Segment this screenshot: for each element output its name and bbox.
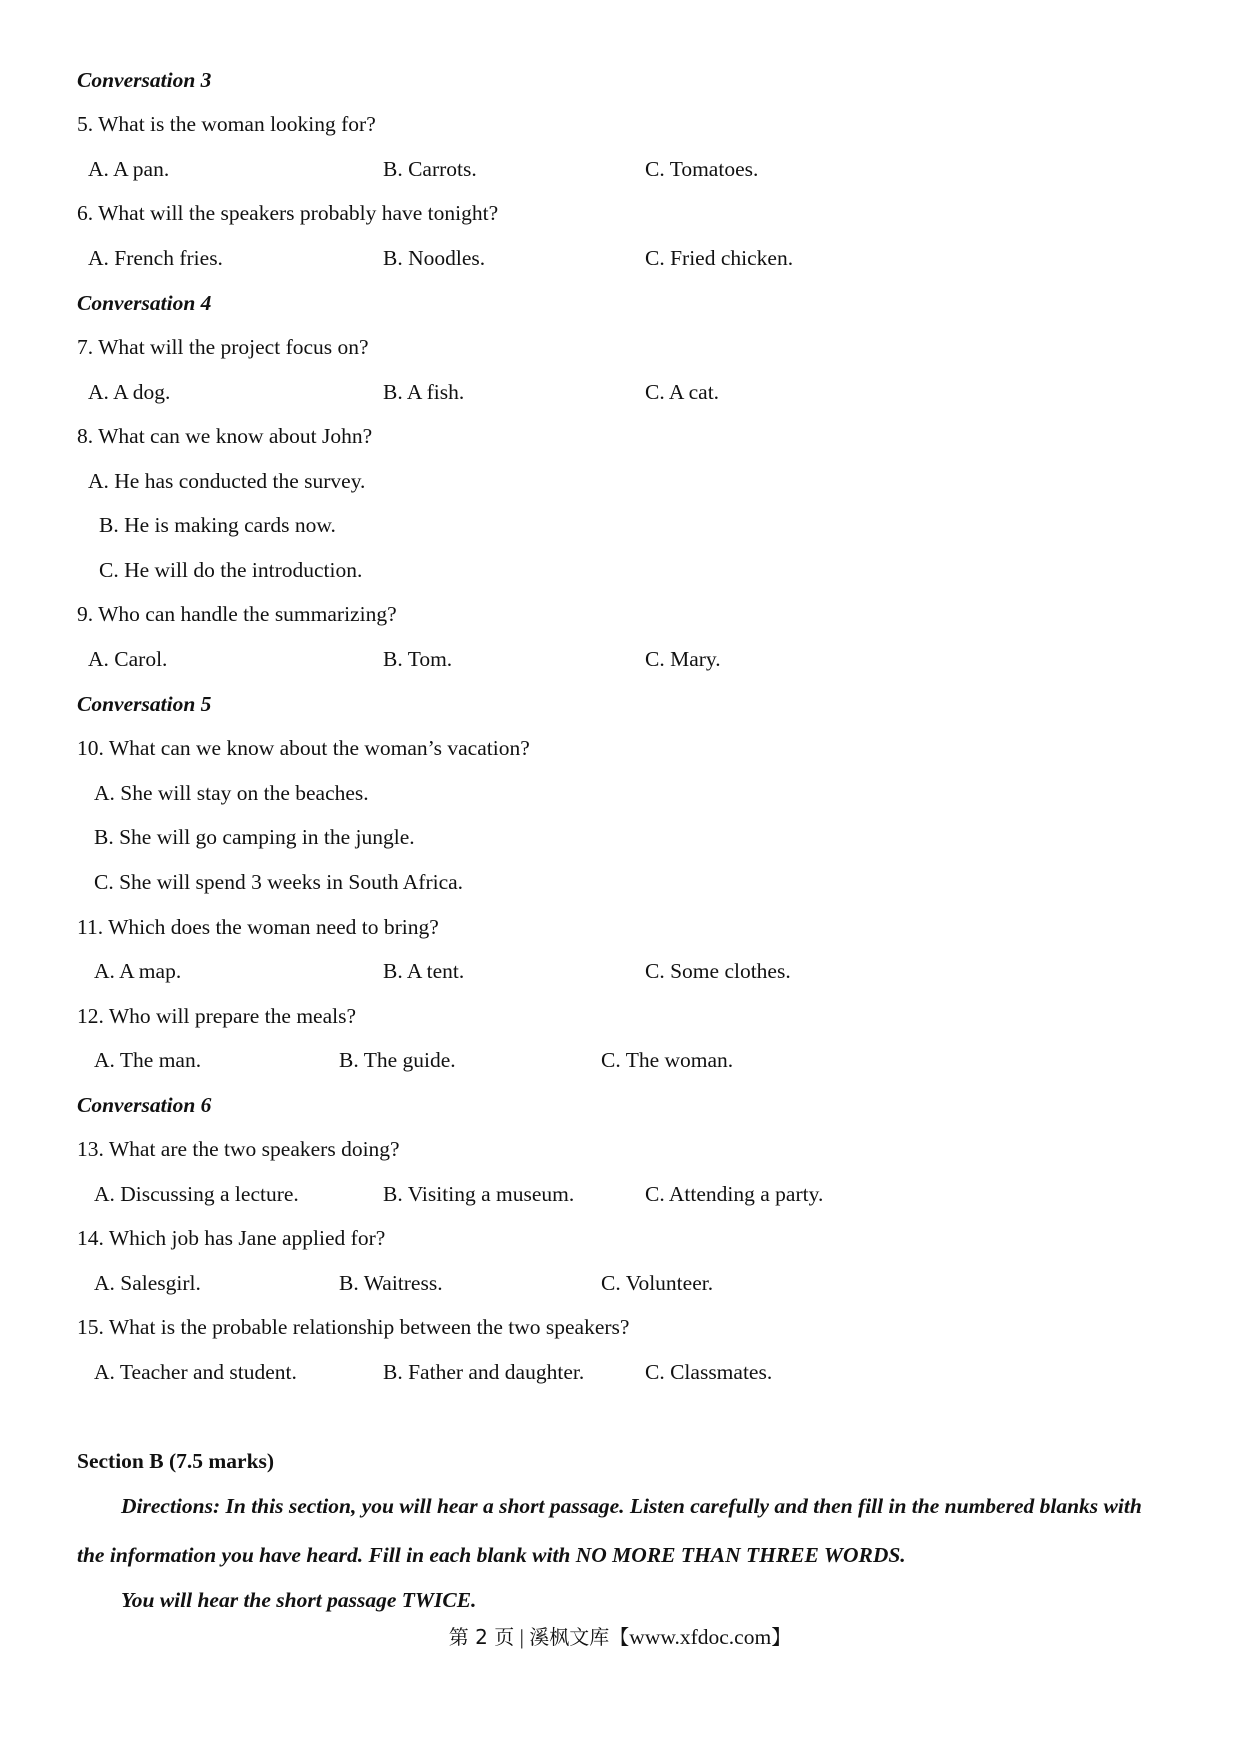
option-c: C. He will do the introduction. [99,558,363,582]
option-c: C. Attending a party. [645,1182,824,1206]
option-b: B. Tom. [383,647,453,671]
option-a: A. A pan. [88,157,170,181]
option-a: A. Teacher and student. [94,1360,297,1384]
footer-separator: | [514,1625,530,1649]
option-c: C. Some clothes. [645,959,791,983]
question-text: 15. What is the probable relationship between the two speakers? [77,1315,630,1339]
option-b: B. Visiting a museum. [383,1182,575,1206]
site-url-link[interactable]: www.xfdoc.com [629,1625,772,1649]
question-text: 13. What are the two speakers doing? [77,1137,400,1161]
option-b: B. A fish. [383,380,465,404]
option-a: A. A dog. [88,380,171,404]
question-text: 12. Who will prepare the meals? [77,1004,357,1028]
option-b: B. Waitress. [339,1271,443,1295]
question-text: 9. Who can handle the summarizing? [77,602,397,626]
question-text: 14. Which job has Jane applied for? [77,1226,386,1250]
conversation-heading: Conversation 5 [77,692,212,716]
option-c: C. Mary. [645,647,721,671]
option-b: B. Noodles. [383,246,486,270]
option-a: A. Carol. [88,647,168,671]
option-b: B. He is making cards now. [99,513,336,537]
directions-line-1: Directions: In this section, you will hear a short passage. Listen carefully and then fill in the numbered blanks with [121,1494,1142,1518]
option-a: A. He has conducted the survey. [88,469,366,493]
directions-note: You will hear the short passage TWICE. [121,1588,477,1612]
option-c: C. Volunteer. [601,1271,714,1295]
conversation-heading: Conversation 4 [77,291,212,315]
bracket-open: 【 [609,1625,630,1649]
question-text: 7. What will the project focus on? [77,335,369,359]
option-c: C. A cat. [645,380,720,404]
option-a: A. Discussing a lecture. [94,1182,299,1206]
conversation-heading: Conversation 3 [77,68,212,92]
option-b: B. The guide. [339,1048,456,1072]
option-a: A. Salesgirl. [94,1271,201,1295]
question-text: 8. What can we know about John? [77,424,373,448]
bracket-close: 】 [771,1625,792,1649]
directions-line-2: the information you have heard. Fill in each blank with NO MORE THAN THREE WORDS. [77,1543,906,1567]
question-text: 10. What can we know about the woman’s vacation? [77,736,530,760]
question-text: 11. Which does the woman need to bring? [77,915,439,939]
option-b: B. Father and daughter. [383,1360,585,1384]
section-heading: Section B (7.5 marks) [77,1449,275,1473]
site-name: 溪枫文库 [529,1625,610,1649]
option-b: B. Carrots. [383,157,477,181]
conversation-heading: Conversation 6 [77,1093,212,1117]
option-a: A. She will stay on the beaches. [94,781,369,805]
option-c: C. Classmates. [645,1360,773,1384]
option-a: A. A map. [94,959,182,983]
page-number: 第 2 页 [448,1625,515,1649]
question-text: 6. What will the speakers probably have tonight? [77,201,499,225]
option-c: C. Fried chicken. [645,246,794,270]
option-b: B. She will go camping in the jungle. [94,825,415,849]
question-text: 5. What is the woman looking for? [77,112,376,136]
option-b: B. A tent. [383,959,465,983]
page-footer [0,1624,1240,1650]
option-c: C. She will spend 3 weeks in South Africa. [94,870,464,894]
option-a: A. The man. [94,1048,202,1072]
option-a: A. French fries. [88,246,223,270]
option-c: C. The woman. [601,1048,734,1072]
option-c: C. Tomatoes. [645,157,759,181]
